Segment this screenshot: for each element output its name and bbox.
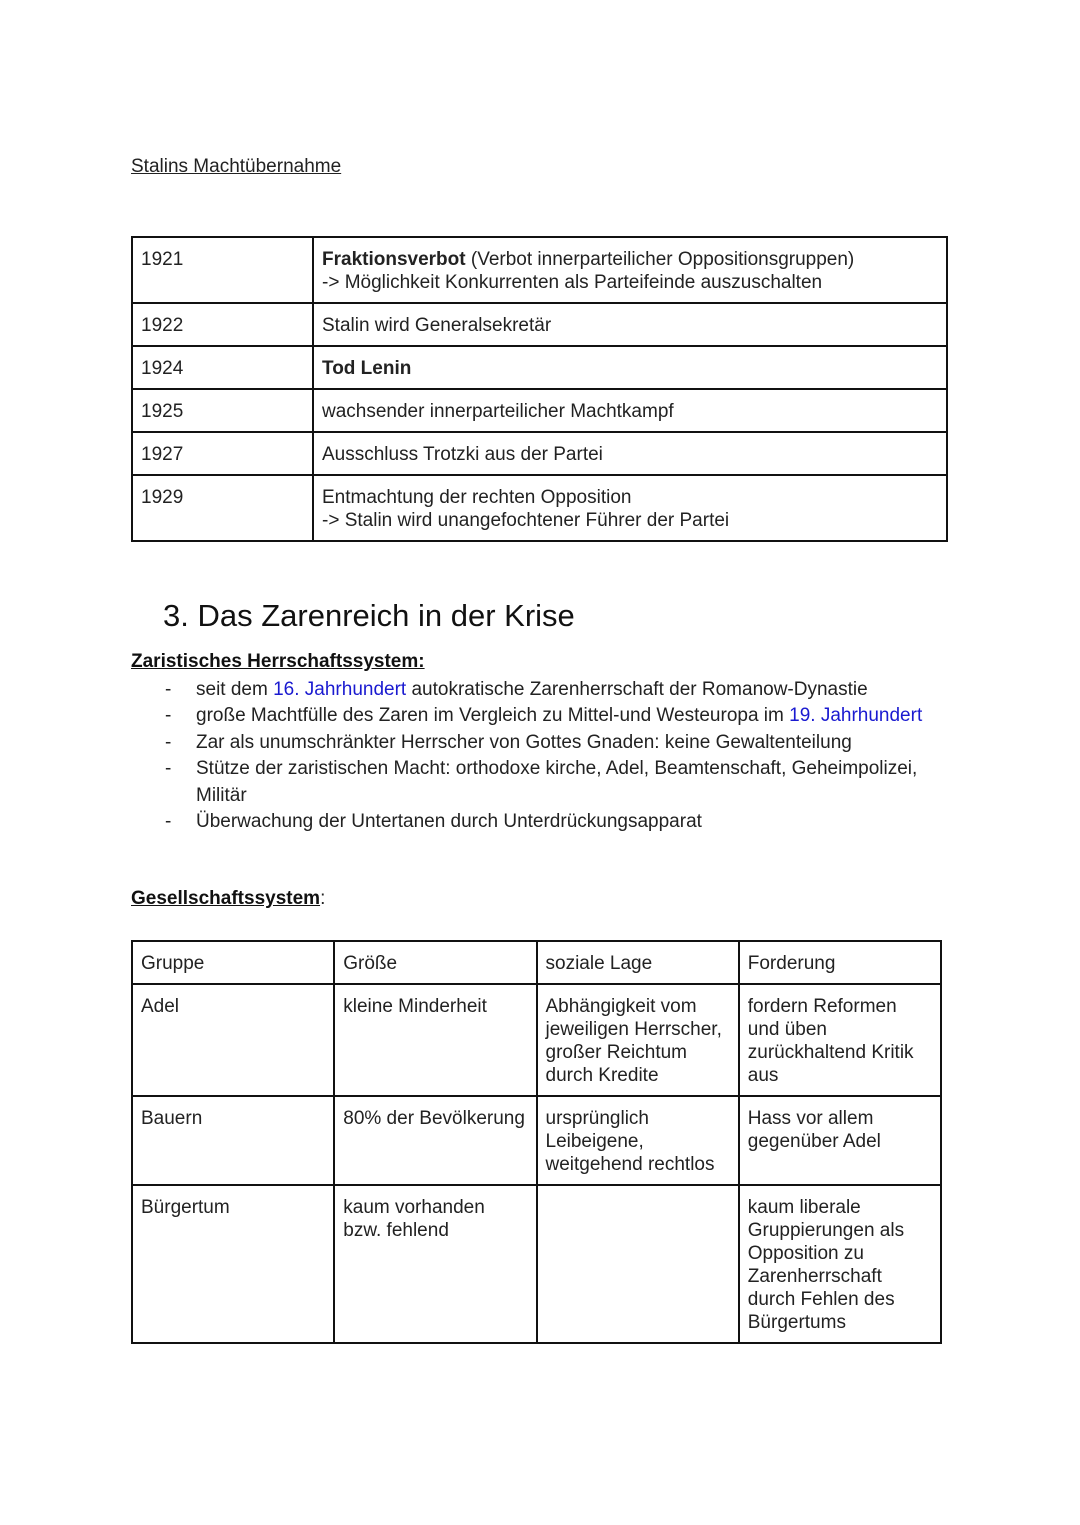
subheading-gesellschaftssystem: Gesellschaftssystem [131, 888, 321, 909]
table-cell: Bauern [132, 1096, 334, 1185]
column-header: Gruppe [132, 941, 334, 984]
table-cell: Abhängigkeit vom jeweiligen Herrscher, großer Reichtum durch Kredite [537, 984, 739, 1096]
bullet-text: Stütze der zaristischen Macht: orthodoxe kirche, Adel, Beamtenschaft, Geheimpolizei, Militär [196, 758, 918, 806]
event-cell [313, 303, 947, 346]
bullet-text: große Machtfülle des Zaren im Vergleich zu Mittel-und Westeuropa im [196, 705, 790, 727]
year-cell: 1925 [132, 389, 313, 432]
bullet-text: Zar als unumschränkter Herrscher von Gottes Gnaden: keine Gewaltenteilung [196, 731, 852, 753]
century-link[interactable]: 19. Jahrhundert [789, 705, 923, 727]
table-cell: fordern Reformen und üben zurückhaltend Kritik aus [739, 984, 941, 1096]
table-cell: kleine Minderheit [334, 984, 536, 1096]
list-item [131, 703, 931, 729]
bullet-text: Überwachung der Untertanen durch Unterdrückungsapparat [196, 811, 702, 833]
column-header: Größe [334, 941, 536, 984]
list-item [131, 756, 931, 809]
dash-marker: - [165, 758, 172, 780]
event-bold: Fraktionsverbot [322, 249, 466, 270]
bullet-text: seit dem [196, 679, 274, 700]
event-text: Entmachtung der rechten Opposition [322, 487, 632, 508]
century-link[interactable]: 16. Jahrhundert [273, 679, 407, 700]
event-cell [313, 475, 947, 541]
table-row [132, 346, 947, 389]
timeline-table [131, 236, 948, 542]
table-row [132, 237, 947, 303]
table-cell: Hass vor allem gegenüber Adel [739, 1096, 941, 1185]
event-cell [313, 432, 947, 475]
table-row [132, 303, 947, 346]
column-header: soziale Lage [537, 941, 739, 984]
event-cell [313, 237, 947, 303]
dash-marker: - [165, 705, 172, 727]
year-cell: 1924 [132, 346, 313, 389]
event-text: wachsender innerparteilicher Machtkampf [322, 401, 674, 422]
event-text: Ausschluss Trotzki aus der Partei [322, 444, 603, 465]
table-row [132, 432, 947, 475]
table-cell: 80% der Bevölkerung [334, 1096, 536, 1185]
society-table [131, 940, 942, 1344]
list-item [131, 809, 931, 835]
colon: : [320, 888, 326, 909]
table-cell: Adel [132, 984, 334, 1096]
table-cell: Bürgertum [132, 1185, 334, 1343]
event-line2: -> Möglichkeit Konkurrenten als Parteifeinde auszuschalten [322, 272, 823, 293]
table-row [132, 984, 941, 1096]
subheading-herrschaftssystem: Zaristisches Herrschaftssystem: [131, 651, 425, 672]
event-bold: Tod Lenin [322, 358, 412, 379]
header-row [132, 941, 941, 984]
event-text: (Verbot innerparteilicher Oppositionsgruppen) [465, 249, 855, 270]
dash-marker: - [165, 811, 172, 833]
table-cell [537, 1185, 739, 1343]
dash-marker: - [165, 731, 172, 753]
table-row [132, 1185, 941, 1343]
table-row [132, 1096, 941, 1185]
dash-marker: - [165, 679, 172, 700]
table-cell: ursprünglich Leibeigene, weitgehend rechtlos [537, 1096, 739, 1185]
list-item [131, 730, 931, 756]
event-cell [313, 389, 947, 432]
year-cell: 1929 [132, 475, 313, 541]
list-item [131, 677, 931, 703]
section-title: Stalins Machtübernahme [131, 156, 342, 177]
column-header: Forderung [739, 941, 941, 984]
event-cell [313, 346, 947, 389]
bullet-text: autokratische Zarenherrschaft der Romanow-Dynastie [406, 679, 868, 700]
table-cell: kaum liberale Gruppierungen als Opposition zu Zarenherrschaft durch Fehlen des Bürgertums [739, 1185, 941, 1343]
table-row [132, 475, 947, 541]
event-line2: -> Stalin wird unangefochtener Führer der Partei [322, 510, 730, 531]
year-cell: 1927 [132, 432, 313, 475]
bullet-list [131, 677, 931, 835]
year-cell: 1921 [132, 237, 313, 303]
subheading-gesellschaftssystem-wrap [131, 888, 325, 910]
event-text: Stalin wird Generalsekretär [322, 315, 552, 336]
table-row [132, 389, 947, 432]
chapter-heading: 3. Das Zarenreich in der Krise [163, 598, 575, 633]
table-cell: kaum vorhanden bzw. fehlend [334, 1185, 536, 1343]
year-cell: 1922 [132, 303, 313, 346]
